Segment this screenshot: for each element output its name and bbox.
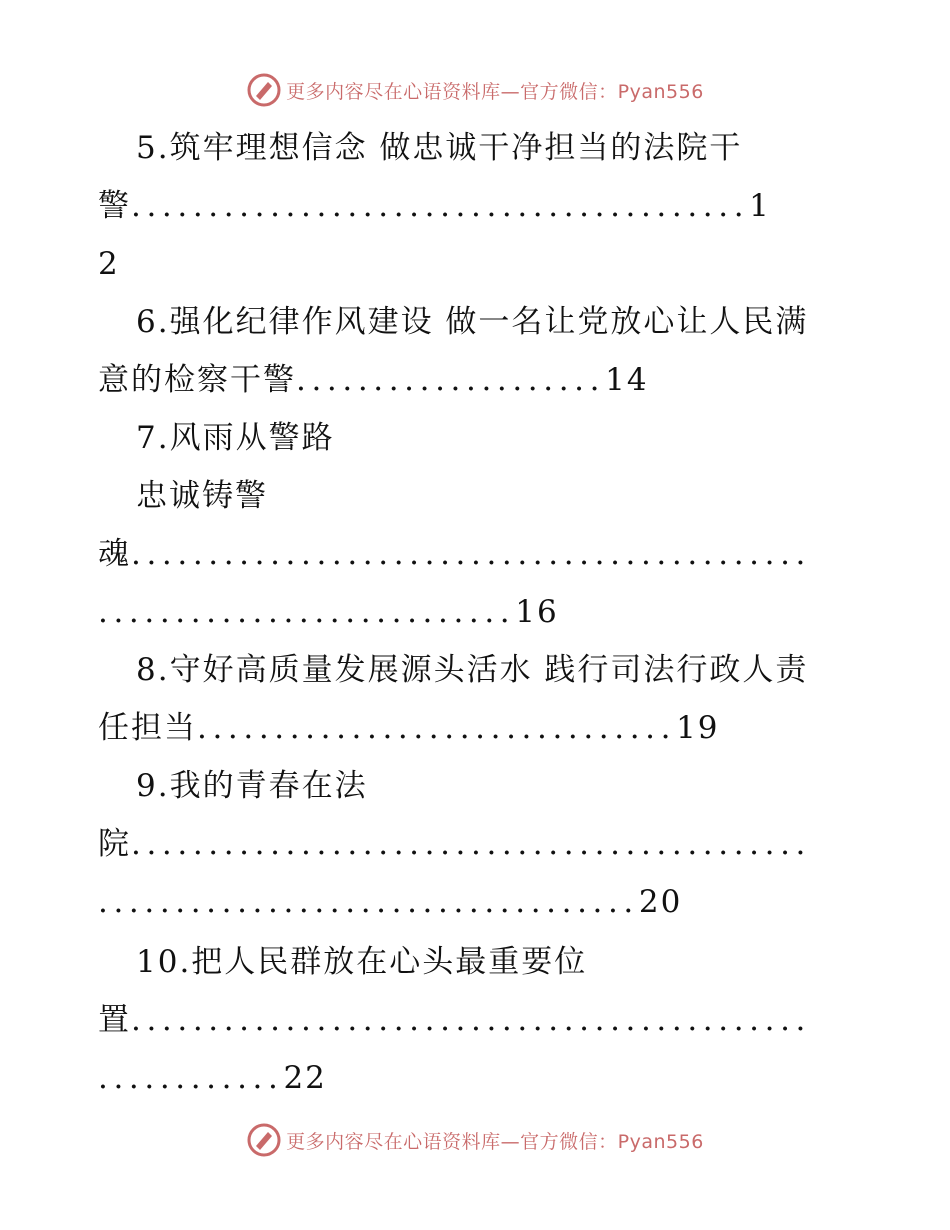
toc-entry-8-title-cont: 任担当...............................19	[98, 710, 720, 746]
toc-entry-6-title-cont: 意的检察干警....................14	[98, 362, 649, 398]
header-banner	[0, 70, 950, 110]
toc-entry-7-page-line	[98, 592, 559, 632]
toc-entry-9-page-line	[98, 882, 682, 922]
toc-leader-dots: ...........................	[98, 594, 516, 630]
footer-banner	[0, 1120, 950, 1160]
toc-leader-dots: ............	[98, 1060, 284, 1096]
toc-entry-7-title-cont: 魂............................................	[98, 536, 811, 572]
toc-entry-10-title-cont: 置............................................	[98, 1002, 811, 1038]
toc-entry-6-title: 6.强化纪律作风建设 做一名让党放心让人民满	[136, 304, 809, 340]
toc-entry-8-page: 19	[676, 710, 720, 746]
toc-leader-dots: ............................................	[131, 826, 811, 862]
footer-banner-text: 更多内容尽在心语资料库—官方微信：Pyan556	[286, 1130, 704, 1153]
toc-entry-8-title: 8.守好高质量发展源头活水 践行司法行政人责	[136, 652, 809, 688]
toc-entry-5-title: 5.筑牢理想信念 做忠诚干净担当的法院干	[136, 130, 743, 166]
toc-entry-5-page-wrap: 2	[98, 246, 120, 282]
pen-seal-logo-icon	[246, 72, 282, 108]
toc-leader-dots: ........................................	[131, 188, 750, 224]
toc-entry-10-page-line	[98, 1058, 327, 1098]
toc-entry-7-title-line2: 忠诚铸警	[136, 478, 268, 514]
toc-entry-6-page: 14	[605, 362, 649, 398]
toc-leader-dots: ............................................	[131, 1002, 811, 1038]
toc-entry-7-title: 7.风雨从警路	[136, 420, 335, 456]
toc-entry-5-title-cont: 警........................................1	[98, 188, 771, 224]
toc-entry-7-page: 16	[515, 594, 559, 630]
toc-entry-9-title-cont: 院............................................	[98, 826, 811, 862]
pen-seal-logo-icon	[246, 1122, 282, 1158]
toc-entry-9-page: 20	[638, 884, 683, 920]
toc-entry-10-title: 10.把人民群放在心头最重要位	[136, 944, 588, 980]
toc-entry-9-title: 9.我的青春在法	[136, 768, 368, 804]
toc-leader-dots: ...............................	[197, 710, 677, 746]
toc-leader-dots: ............................................	[131, 536, 811, 572]
toc-leader-dots: ....................	[296, 362, 606, 398]
toc-entry-10-page: 22	[283, 1060, 327, 1096]
toc-leader-dots: ...................................	[98, 884, 639, 920]
toc-entry-5-page: 1	[749, 188, 771, 224]
header-banner-text: 更多内容尽在心语资料库—官方微信：Pyan556	[286, 80, 704, 103]
